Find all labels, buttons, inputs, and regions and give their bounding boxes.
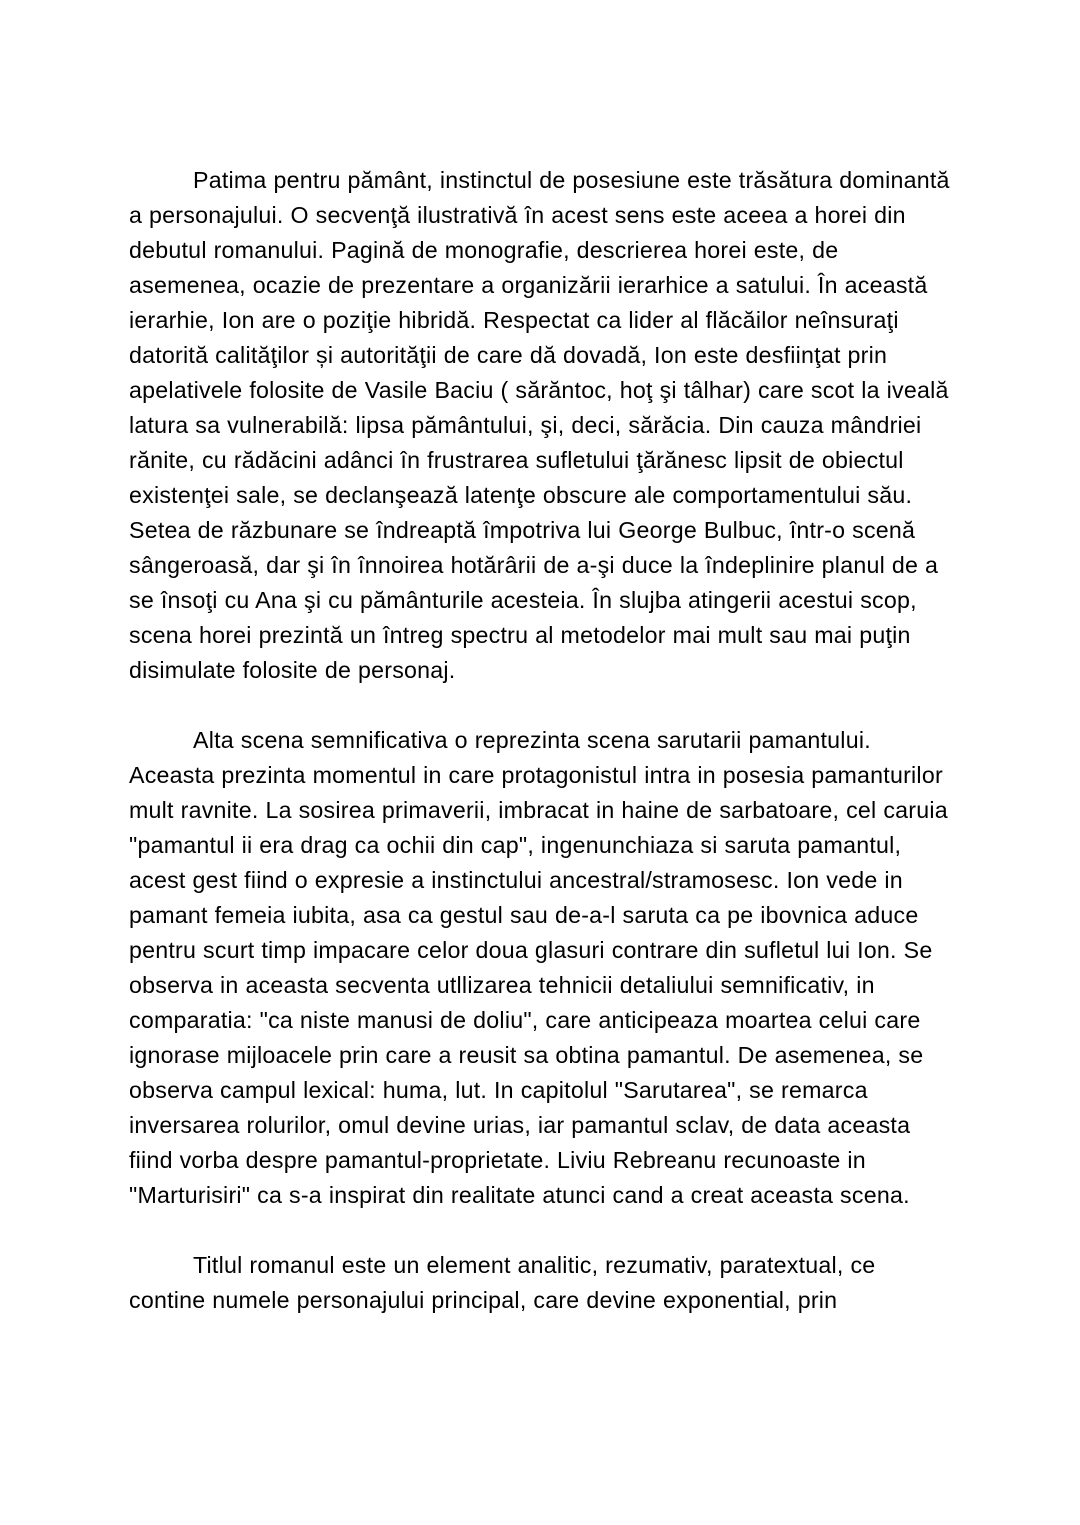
document-text-body [129,163,957,1318]
paragraph-kissing-earth-scene: Alta scena semnificativa o reprezinta scena sarutarii pamantului. Aceasta prezinta momentul in care protagonistul intra in posesia pamanturilor mult ravnite. La sosirea primaverii, imbracat in haine de sarbatoare, cel caruia "pamantul ii era drag ca ochii din cap", ingenunchiaza si saruta pamantul, acest gest fiind o expresie a instinctului ancestral/stramosesc. Ion vede in pamant femeia iubita, asa ca gestul sau de-a-l saruta ca pe ibovnica aduce pentru scurt timp impacare celor doua glasuri contrare din sufletul lui Ion. Se observa in aceasta secventa utllizarea tehnicii detaliului semnificativ, in comparatia: "ca niste manusi de doliu", care anticipeaza moartea celui care ignorase mijloacele prin care a reusit sa obtina pamantul. De asemenea, se observa campul lexical: huma, lut. In capitolul "Sarutarea", se remarca inversarea rolurilor, omul devine urias, iar pamantul sclav, de data aceasta fiind vorba despre pamantul-proprietate. Liviu Rebreanu recunoaste in "Marturisiri" ca s-a inspirat din realitate atunci cand a creat aceasta scena. [129,727,955,1208]
paragraph-title-analysis: Titlul romanul este un element analitic, rezumativ, paratextual, ce contine numele personajului principal, care devine exponential, prin [129,1252,883,1313]
paragraph-hora-scene: Patima pentru pământ, instinctul de posesiune este trăsătura dominantă a personajului. O secvenţă ilustrativă în acest sens este aceea a horei din debutul romanului. Pagină de monografie, descrierea horei este, de asemenea, ocazie de prezentare a organizării ierarhice a satului. În această ierarhie, Ion are o poziţie hibridă. Respectat ca lider al flăcăilor neînsuraţi datorită calităţilor și autorităţii de care dă dovadă, Ion este desfiinţat prin apelativele folosite de Vasile Baciu ( sărăntoc, hoţ şi tâlhar) care scot la iveală latura sa vulnerabilă: lipsa pământului, şi, deci, sărăcia. Din cauza mândriei rănite, cu rădăcini adânci în frustrarea sufletului ţărănesc lipsit de obiectul existenţei sale, se declanşează latenţe obscure ale comportamentului său. Setea de răzbunare se îndreaptă împotriva lui George Bulbuc, într-o scenă sângeroasă, dar şi în înnoirea hotărârii de a-şi duce la îndeplinire planul de a se însoţi cu Ana şi cu pământurile acesteia. În slujba atingerii acestui scop, scena horei prezintă un întreg spectru al metodelor mai mult sau mai puţin disimulate folosite de personaj. [129,167,957,683]
